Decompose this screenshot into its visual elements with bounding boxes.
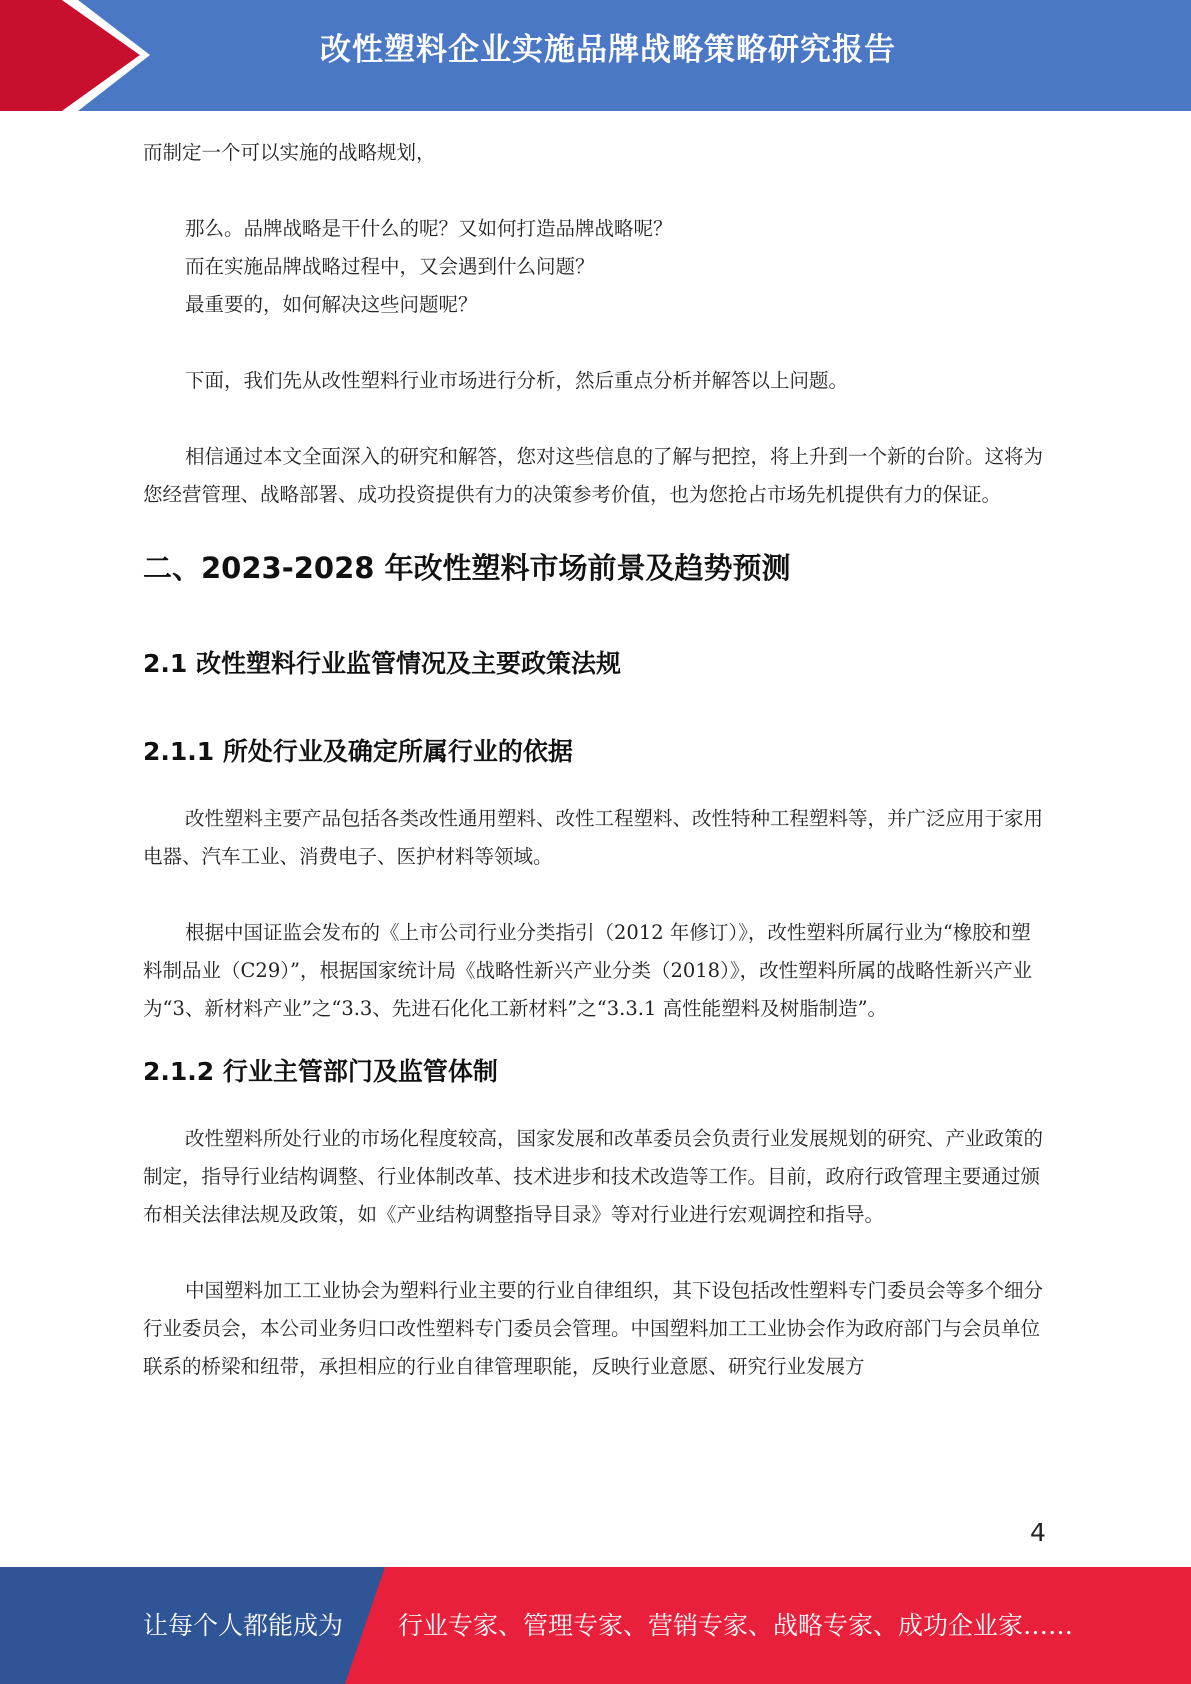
paragraph-regulation: 改性塑料所处行业的市场化程度较高，国家发展和改革委员会负责行业发展规划的研究、产业政策的制定，指导行业结构调整、行业体制改革、技术进步和技术改造等工作。目前，政府行政管理主要通过颁布相关法律法规及政策，如《产业结构调整指导目录》等对行业进行宏观调控和指导。 [143,1127,1044,1226]
subsection-heading-2-1: 2.1 改性塑料行业监管情况及主要政策法规 [143,649,621,678]
question-1: 那么。品牌战略是干什么的呢？又如何打造品牌战略呢？ [185,217,673,240]
paragraph-classification: 根据中国证监会发布的《上市公司行业分类指引（2012 年修订）》，改性塑料所属行业为“橡胶和塑料制品业（C29）”，根据国家统计局《战略性新兴产业分类（2018）》，改性塑料所属的战略性新兴产业为“3、新材料产业”之“3.3、先进石化化工新材料”之“3.3.1 高性能塑料及树脂制造”。 [143,921,1033,1020]
page-footer [0,1567,1191,1684]
paragraph-next: 下面，我们先从改性塑料行业市场进行分析，然后重点分析并解答以上问题。 [185,369,849,392]
paragraph-products: 改性塑料主要产品包括各类改性通用塑料、改性工程塑料、改性特种工程塑料等，并广泛应用于家用电器、汽车工业、消费电子、医护材料等领域。 [143,807,1044,868]
question-2: 而在实施品牌战略过程中，又会遇到什么问题？ [185,255,595,278]
footer-slogan-left: 让每个人都能成为 [143,1611,344,1640]
paragraph-association: 中国塑料加工工业协会为塑料行业主要的行业自律组织，其下设包括改性塑料专门委员会等多个细分行业委员会，本公司业务归口改性塑料专门委员会管理。中国塑料加工工业协会作为政府部门与会员单位联系的桥梁和纽带，承担相应的行业自律管理职能，反映行业意愿、研究行业发展方 [143,1279,1044,1378]
section-heading-2: 二、2023-2028 年改性塑料市场前景及趋势预测 [143,551,791,585]
page-number: 4 [1030,1518,1046,1547]
page-header [0,0,1191,111]
subsubsection-heading-2-1-2: 2.1.2 行业主管部门及监管体制 [143,1057,498,1086]
document-body [143,134,1048,1386]
footer-slogan-right: 行业专家、管理专家、营销专家、战略专家、成功企业家…… [398,1611,1074,1640]
question-3: 最重要的，如何解决这些问题呢？ [185,293,478,316]
header-title: 改性塑料企业实施品牌战略策略研究报告 [320,32,896,68]
paragraph-trust: 相信通过本文全面深入的研究和解答，您对这些信息的了解与把控，将上升到一个新的台阶。这将为您经营管理、战略部署、成功投资提供有力的决策参考价值，也为您抢占市场先机提供有力的保证。 [143,445,1044,506]
paragraph-intro: 而制定一个可以实施的战略规划， [143,141,436,164]
subsubsection-heading-2-1-1: 2.1.1 所处行业及确定所属行业的依据 [143,737,573,766]
